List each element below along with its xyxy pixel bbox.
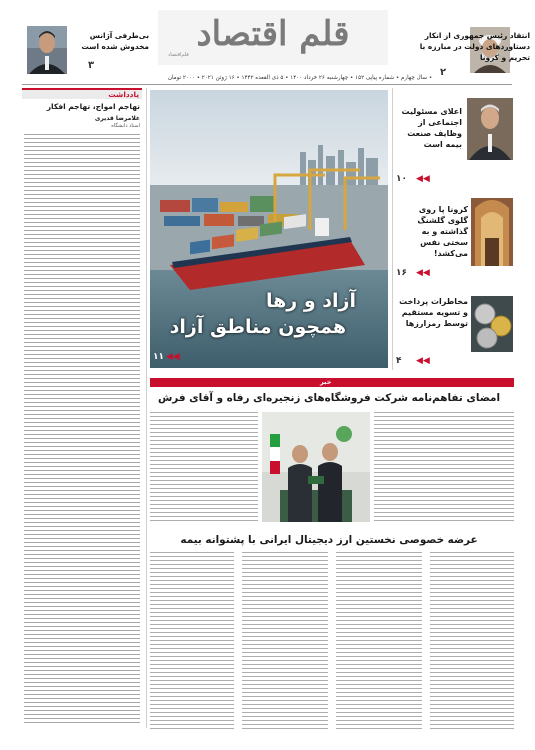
news-label-bar [150,378,514,387]
gharibabadi-photo [27,26,67,74]
hero-headline-line2: همچون مناطق آزاد [169,316,346,338]
crypto-body-col-2 [336,552,422,730]
insurance-photo [467,98,513,160]
news-body-text-left [150,412,258,522]
crypto-body-col-4 [150,552,234,730]
sidebar [396,90,513,370]
yaddasht-column [22,88,142,728]
crypto-headline[interactable]: عرضه خصوصی نخستین ارز دیجیتال ایرانی با پشتوانه بیمه [180,534,478,546]
yaddasht-title[interactable]: تهاجم امواج، تهاجم افکار [46,102,140,111]
yaddasht-author-role: استاد دانشگاه [111,123,140,129]
column-divider-left [146,88,147,728]
news-section [150,378,514,528]
sidebar-item-crypto-page: ۴ [396,356,402,366]
logo-text: قلم اقتصاد [196,14,350,54]
sidebar-item-insurance[interactable] [396,90,513,184]
hero-headline-line1: آزاد و رها [266,290,356,312]
top-right-headline[interactable]: انتقاد رئیس جمهوری از انکار دستاوردهای دولت در مبارزه با تحریم و کرونا [419,31,530,62]
sidebar-item-insurance-arrows-icon: ◀◀ [416,174,430,184]
crypto-article [150,530,514,730]
issue-line: • سال چهارم • شماره پیاپی ۱۵۲ • چهارشنبه ۲۶ خرداد ۱۴۰۰ • ۵ ذی القعده ۱۴۴۲ • ۱۶ ژوئن ۲۰۲۱ • ۲۰۰۰ تومان [167,75,433,81]
sidebar-item-insurance-page: ۱۰ [396,174,407,184]
news-body-text-right [374,412,514,522]
sidebar-item-bazaar-headline: کرونا پا روی گلوی گلشنگ گذاشته و به سختی نفس می‌کشد! [417,205,468,258]
sidebar-item-bazaar-page: ۱۶ [396,268,407,278]
hero-arrows-icon: ◀◀ [166,352,180,362]
news-label: خبر [320,378,332,386]
top-right-page-number: ۲ [440,67,447,78]
masthead [0,0,535,88]
logo-subtext: قلم‌اقتصاد [168,52,189,58]
yaddasht-body-text [24,134,140,724]
top-left-headline[interactable]: بی‌طرفی آژانس مخدوش شده است [81,31,149,51]
news-headline[interactable]: امضای تفاهم‌نامه شرکت فروشگاه‌های زنجیره‌ای رفاه و آقای فرش [157,392,501,404]
yaddasht-author: غلامرضا قدیری [94,115,140,122]
sidebar-item-crypto-arrows-icon: ◀◀ [416,356,430,366]
sidebar-item-crypto[interactable] [396,290,513,370]
bazaar-photo [471,198,513,266]
sidebar-item-bazaar-arrows-icon: ◀◀ [416,268,430,278]
logo [158,10,388,65]
sidebar-item-bazaar[interactable] [396,190,513,278]
hero-image[interactable] [150,90,388,368]
hero-page-number: ۱۱ [153,352,164,362]
top-left-page-number: ۳ [88,60,95,71]
crypto-body-col-3 [242,552,328,730]
sidebar-item-crypto-headline: مخاطرات پرداخت و تسویه مستقیم توسط رمزارزها [399,297,468,328]
column-divider-sidebar [392,88,393,370]
yaddasht-label: یادداشت [108,90,139,99]
yaddasht-label-bar [22,88,142,99]
crypto-body-col-1 [430,552,514,730]
crypto-coins-photo [471,296,513,352]
news-signing-photo [262,412,370,522]
sidebar-item-insurance-headline: اعلای مسئولیت اجتماعی از وظایف صنعت بیمه است [401,107,462,149]
masthead-rule [22,84,512,85]
